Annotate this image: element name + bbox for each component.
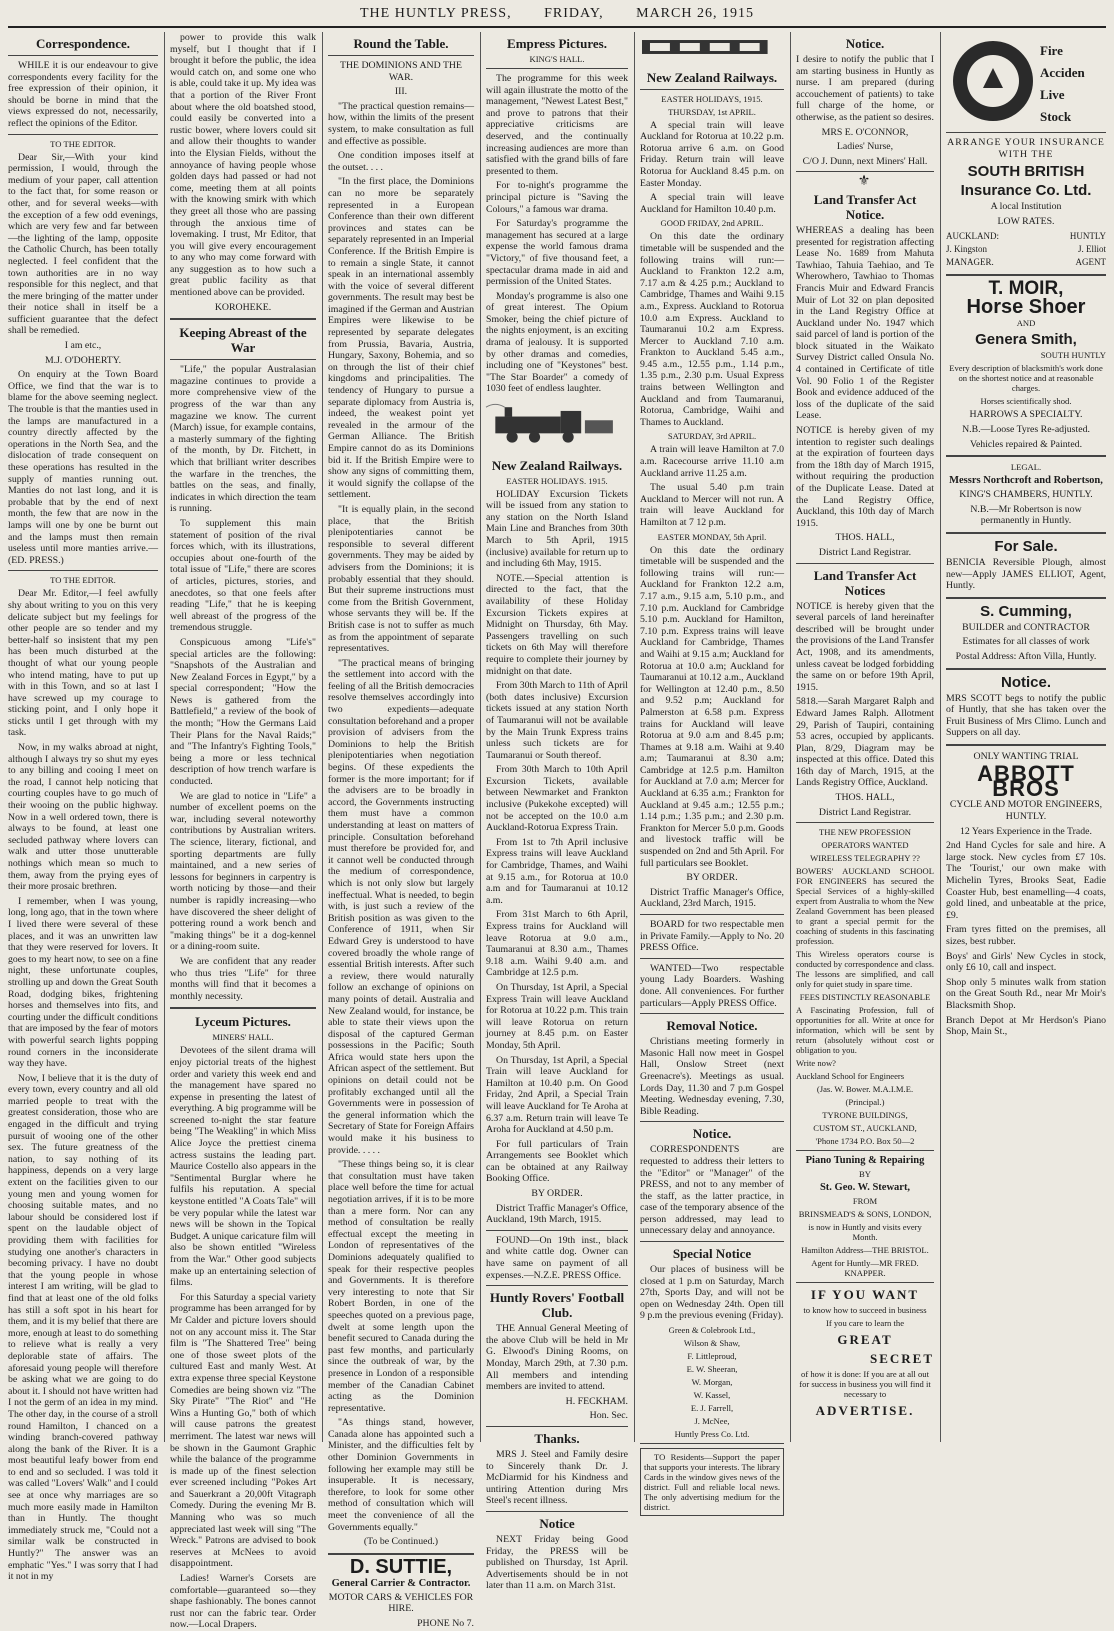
paragraph: We are glad to notice in "Life" a number of excellent poems on the war, including several noteworthy contributions by Australian writers. The science, literary, fictional, and sporting departments are fully maintained, and a new series of lessons for beginners in carpentry is worth noticing by those—and their number is rapidly increasing—who have discovered the sheer delight of pottering round a work bench and "making things" be it a dog-kennel or a dining-room suite. <box>170 790 316 953</box>
signature: M.J. O'DOHERTY. <box>44 354 122 366</box>
paragraph: Fram tyres fitted on the premises, all sizes, best rubber. <box>946 924 1106 947</box>
ad-line: If you care to learn the <box>825 1318 905 1329</box>
paragraph: Christians meeting formerly in Masonic Hall now meet in Gospel Hall, Onslow Street (next Greenacre's). Meetings as usual. Lords Day, 11.30 and 7 p.m Gospel Meeting. Wednesday evening, 7.30, Bible Reading. <box>640 1036 784 1117</box>
paragraph: For Saturday's programme the management has secured at a large expense the world famous drama "Victory," of five thousand feet, a spectacular drama made in aid and permission of the United States. <box>486 218 628 288</box>
ad-line: Horses scientifically shod. <box>980 396 1072 407</box>
firm-name: E. J. Farrell, <box>690 1403 734 1414</box>
paragraph: "Life," the popular Australasian magazine continues to provide a more comprehensive view of the progress of the war than any magazine we know. The current (March) issue, for example contains, a masterly summary of the fighting of the month, by Dr. Fitchett, in which that brilliant writer describes the warfare in the trenches, the battles on the seas, and finally, indicates in which direction the team is running. <box>170 364 316 515</box>
paragraph: Shop only 5 minutes walk from station on the Great South Rd., near Mr Moir's Blacksmith Shop. <box>946 976 1106 1011</box>
ad-line: FROM <box>852 1196 878 1207</box>
ad-line: BUILDER and CONTRACTOR <box>962 621 1090 633</box>
signature: C/O J. Dunn, next Miners' Hall. <box>802 155 928 167</box>
ad-line: TYRONE BUILDINGS, <box>822 1110 908 1121</box>
subheading: TO THE EDITOR. <box>50 138 116 149</box>
paragraph: A special train will leave Auckland for Rotorua at 10.22 p.m. Rotorua arrive 6 a.m. on Good Friday. Return train will leave Rotorua for Auckland 8.45 p.m. on Easter Monday. <box>640 119 784 189</box>
paragraph: HOLIDAY Excursion Tickets will be issued from any station to any station on the North Island Main Line and Branches from 30th March to 5th April, 1915 (inclusive) available for return up to and including 6th May, 1915. <box>486 488 628 570</box>
ad-line: Acciden <box>1040 65 1085 80</box>
paragraph: For full particulars of Train Arrangements see Booklet which can be obtained at any Railway Booking Office. <box>486 1138 628 1185</box>
paragraph: NOTE.—Special attention is directed to the fact, that the availability of these Holiday Excursion Tickets expires at Midnight on Thursday, 6th May. Passengers travelling on such tickets on 6th May will therefore require to complete their journey by midnight on that date. <box>486 572 628 677</box>
continued-note: (To be Continued.) <box>363 1536 439 1548</box>
paragraph: Now, in my walks abroad at night, although I always try so shut my eyes to any billing and cooing I meet on the road, I cannot help noticing that courting couples have to go much of their wooing on the public highway. Now in a well ordered town, there is always to be found, at least one secluded pathway where lovers can walk and utter those unutterable nothings which mean so much to them, away from the prying eyes of their more prosaic brethren. <box>8 742 158 893</box>
subheading: LEGAL. <box>1010 462 1042 473</box>
column-rule <box>480 32 481 1442</box>
paragraph: "It is equally plain, in the second place, that the British plenipotentiaries cannot be responsible to several different governments. They may be aided by advisers from the Dominions; it is probably essential that they should. But their supreme instructions must come from the British Government, whose servants they will be. If the British case is not to suffer as much as from the appointment of separate representatives. <box>328 503 474 655</box>
section-heading: Special Notice <box>672 1246 752 1262</box>
ad-line: Every description of blacksmith's work done on the shortest notice and at reasonable charges. <box>949 363 1103 394</box>
paragraph: From 1st to 7th April inclusive Express trains will leave Auckland for Cambridge, Thames, and Waihi at 9.15 a.m., for Rotorua at 10.0 a.m and for Taumaranui at 10.12 a.m. <box>486 836 628 906</box>
ad-line: Hamilton Address—THE BRISTOL. <box>801 1245 929 1256</box>
column-4 <box>486 32 628 1592</box>
locomotive-icon <box>486 402 617 446</box>
ad-line: Stock <box>1040 109 1072 124</box>
paragraph: I remember, when I was young, long, long ago, that in the town where I lived there were several of these places, and it was an unwritten law that they were reserved for lovers. It goes to my heart now, to see on a fine night, these unfortunate couples, strolling up and down the Great South Road, dodging bikes, frightening horses and themselves into fits, and courting under the difficult conditions that are imposed by the fear of motors with powerful search lights popping round corners in the inconsiderate way they have. <box>8 895 158 1070</box>
ad-title: SOUTH BRITISH <box>967 163 1085 181</box>
subheading: KING'S HALL. <box>529 54 585 64</box>
paragraph: Boys' and Girls' New Cycles in stock, only £6 10, call and inspect. <box>946 950 1106 974</box>
column-3 <box>328 32 474 1629</box>
ad-title: Genera Smith, <box>975 331 1077 349</box>
firm-name: Huntly Press Co. Ltd. <box>674 1429 750 1440</box>
ad-title: Notice. <box>1000 673 1051 691</box>
subheading: SATURDAY, 3rd APRIL. <box>667 431 757 442</box>
paragraph: Now, I believe that it is the duty of every town, every country and all old married people to treat with the greatest consideration, those who are engaged in the difficult and trying pursuit of wooing one of the other sex. The future greatness of the nation, to say nothing of its happiness, depends on a very large extent on the facilities given to our young men and young women for choosing suitable mates, and no labour should be considered lost if spent on the laudable object of providing them with facilities for studying one another's characters in becoming privacy. I have no doubt that the young people in whose interest I am writing, will be glad to find that at least one of the old folks has still a soft spot in his heart for them, and it is my belief that there are more, enough at least to do something to relieve what is really a very deplorable state of affairs. The aforesaid young people will therefore be asking what we are going to do about it. I should not have written had I not the germ of an idea in my mind. The other day, in the course of a stroll round Hamilton, I chanced on a winding branch-covered pathway along the bank of the River. It is a most beautiful leafy bower from end to end and so secluded. I was told it was called "Lovers' Walk" and I could see at once why marriages are so much more easily made in Hamilton than in Huntly. The thought immediately struck me, "Could not a similar walk be constructed in Huntly?" The answer was an emphatic "Yes." I was sorry that I had it not in my <box>8 1072 158 1583</box>
ad-line: THE NEW PROFESSION <box>819 827 911 838</box>
ad-line: FEES DISTINCTLY REASONABLE <box>799 992 931 1003</box>
paragraph: On enquiry at the Town Board Office, we find that the war is to blame for the above seeming neglect. The trouble is that the manties used in the lamps are manufactured in a country directly affected by the operations in the North Sea, and the dislocation of trade consequent on these operations has resulted in the supply of manties running out. Manties do not last long, and it is probable that by the end of next month, the few that are now in the lamps will one by one be burnt out and the lamps must then remain useless until more manties arrive.—(ED. PRESS.) <box>8 369 158 566</box>
ad-line: CUSTOM ST., AUCKLAND, <box>813 1123 917 1134</box>
paragraph: From 30th March to 11th of April (both dates inclusive) Excursion tickets issued at any station North of Taumaranui will not be available by the Main Trunk Express trains unless such tickets are for Taumaranui or South thereof. <box>486 680 628 761</box>
firm-name: Wilson & Shaw, <box>683 1338 741 1349</box>
ad-line: Vehicles repaired & Painted. <box>969 438 1083 450</box>
signature: District Land Registrar. <box>818 546 912 558</box>
ad-line: CYCLE AND MOTOR ENGINEERS, HUNTLY. <box>949 799 1103 823</box>
section-heading: Lyceum Pictures. <box>195 1014 291 1030</box>
subheading: EASTER HOLIDAYS. 1915. <box>506 475 608 486</box>
ad-title: St. Geo. W. Stewart, <box>819 1182 911 1194</box>
subheading: THURSDAY, 1st APRIL. <box>668 106 756 117</box>
paragraph: Conspicuous among "Life's" special articles are the following: "Snapshots of the Australian and New Zealand Forces in Egypt," by a special correspondent; "How the News is gathered from the Battlefield," a review of the book of the month; "How the Germans Laid Their Plans for the Naval Raids;" and "The Infantry's Fighting Tools," being a more or less technical description of how trench warfare is conducted. <box>170 636 316 788</box>
firm-name: Green & Colebrook Ltd., <box>668 1325 756 1336</box>
paragraph: The programme for this week will again illustrate the motto of the management, "Newest Latest Best," and prove to patrons that their appreciative criticisms are deserved, and the continually increasing audiences are more than satisfied with the grand bills of fare presented to them. <box>486 73 628 177</box>
signature: H. FECKHAM. <box>565 1395 628 1407</box>
ad-line: HUNTLY <box>1069 231 1106 242</box>
ad-line: ONLY WANTING TRIAL <box>973 750 1079 762</box>
column-rule <box>940 32 941 1442</box>
column-correspondence <box>8 32 158 1583</box>
column-5 <box>640 32 784 1513</box>
ad-line: MOTOR CARS & VEHICLES FOR HIRE. <box>328 1591 474 1615</box>
paragraph: FOUND—On 19th inst., black and white cattle dog. Owner can have same on payment of all expenses.—N.Z.E. PRESS Office. <box>486 1234 628 1281</box>
paragraph: For to-night's programme the principal picture is "Saving the Colours," a famous war drama. <box>486 180 628 215</box>
paragraph: CORRESPONDENTS are requested to address their letters to the "Editor" or "Manager" of the PRESS, and not to any member of the staff, as the latter practice, in case of the temporary absence of the person addressed, may lead to unnecessary delay and annoyance. <box>640 1144 784 1237</box>
ad-line: (Jas. W. Bower. M.A.I.M.E. <box>816 1084 914 1095</box>
masthead-rule <box>8 26 1106 28</box>
ad-title: Piano Tuning & Repairing <box>805 1155 925 1167</box>
ad-line: Live <box>1040 87 1065 102</box>
ad-line: Agent for Huntly—MR FRED. KNAPPER. <box>811 1258 919 1279</box>
firm-name: E. W. Sheeran, <box>686 1364 738 1375</box>
paragraph: NOTICE is hereby given of my intention to register such dealings at the expiration of fourteen days from the 18th day of March 1915, without requiring the production of the Duplicate Lease. Dated at the Land Registry Office, Auckland, this 10th day of March 1915. <box>796 425 934 529</box>
section-heading: Thanks. <box>534 1430 580 1446</box>
paragraph: A Fascinating Profession, full of opportunities for all. Write at once for information, which will be sent by return (absolutely without cost or obligation to you. <box>796 1005 934 1056</box>
ad-title: S. Cumming, <box>980 602 1072 620</box>
paragraph: BENICIA Reversible Plough, almost new—Apply JAMES ELLIOT, Agent, Huntly. <box>946 556 1106 592</box>
ad-line: (Principal.) <box>845 1097 885 1108</box>
ad-line: 'Phone 1734 P.O. Box 50—2 <box>815 1136 915 1147</box>
paragraph: Our places of business will be closed at 1 p.m on Saturday, March 27th, Sports Day, and will not be open on Wednesday 24th. Open till 9 p.m the previous evening (Friday). <box>640 1264 784 1322</box>
ad-title: For Sale. <box>994 537 1058 555</box>
paragraph: NEXT Friday being Good Friday, the PRESS will be published on Thursday, 1st April. Advertisements should be in not later than 11 a.m. on March 31st. <box>486 1533 628 1592</box>
paragraph: WANTED—Two respectable young Lady Boarders. Washing done. All conveniences. For further particulars—Apply PRESS Office. <box>640 962 784 1009</box>
firm-name: W. Kassel, <box>693 1390 731 1401</box>
ad-phone: PHONE No 7. <box>417 1618 474 1629</box>
subheading: TO THE EDITOR. <box>50 575 116 586</box>
paragraph: power to provide this walk myself, but I thought that if I brought it before the public, the idea would catch on, and some one who is able, could take it up. My idea was that a portion of the River Front about where the old boatshed stood, could easily be converted into a rustic bower, where lovers could sit and allow their thoughts to wander into the Elysian Fields, without the annoyance of having people whose golden days had passed or had not come, meeting them at all points with the knowing smirk with which they greet all those who are passing through the anxious time of lovemaking. I trust, Mr Editor, that you will give every encouragement to any who may come forward with any suggestion as to how such a great public facility as that mentioned above can be provided. <box>170 32 316 299</box>
paragraph: A train will leave Hamilton at 7.0 a.m. Racecourse arrive 11.10 a.m Auckland arrive 11.25 a.m. <box>640 444 784 479</box>
section-heading: Notice. <box>692 1126 732 1142</box>
ad-title: Insurance Co. Ltd. <box>960 182 1092 200</box>
paragraph: "As things stand, however, Canada alone has appointed such a Minister, and the difficulties felt by other Dominion Governments in following her example may still be insuperable. It is necessary, therefore, to look for some other method of consultation which will meet the convenience of all the Governments equally." <box>328 1417 474 1533</box>
ad-title: ADVERTISE. <box>815 1403 915 1419</box>
ad-line: N.B.—Loose Tyres Re-adjusted. <box>962 423 1090 435</box>
ad-title: GREAT <box>837 1332 893 1348</box>
paragraph: MRS SCOTT begs to notify the public of Huntly, that she has taken over the Fruit Business of Mrs Climo. Lunch and Suppers on all day. <box>946 692 1106 739</box>
subheading: EASTER HOLIDAYS, 1915. <box>661 93 763 104</box>
firm-list <box>640 1325 784 1439</box>
paragraph: 2nd Hand Cycles for sale and hire. A large stock. New cycles from £7 10s. The 'Tourist,' our own make with Michelin Tyres, Brooks Seat, Eadie Coaster Hub, best enamelling—4 coats, gold lined, and unbeatable at the price, £9. <box>946 840 1106 921</box>
section-heading: Correspondence. <box>35 36 130 51</box>
paragraph: Ladies! Warner's Corsets are comfortable—guaranteed so—they shape fashionably. The bones cannot rust nor can the fabric tear. Order now.—Local Drapers. <box>170 1573 316 1631</box>
ad-line: J. Elliot <box>1077 244 1106 255</box>
paragraph: THE Annual General Meeting of the above Club will be held in Mr G. Elwood's Dining Rooms, on Monday, March 29th, at 7.30 p.m. All members and intending members are invited to attend. <box>486 1323 628 1393</box>
paragraph: Dear Mr. Editor,—I feel awfully shy about writing to you on this very delicate subject but my feelings for other people are so tender and my better-half so insistent that my pen has been much disturbed at the thought of what our young people who intend mating, have to put up with in this Town, and so at last I have screwed up my courage to sticking point, and I only hope it sticks until I get through with my task. <box>8 588 158 739</box>
signature: District Land Registrar. <box>818 806 912 818</box>
subheading: THE DOMINIONS AND THE WAR. <box>339 60 462 83</box>
paragraph: BOWERS' AUCKLAND SCHOOL FOR ENGINEERS has secured the Special Services of a highly-skilled expert from Australia to whom the New Zealand Government has been pleased to grant a special permit for the coaching of students in this fascinating profession. <box>796 866 934 947</box>
column-rule <box>634 32 635 1442</box>
paragraph: To supplement this main statement of position of the rival forces which, with its illustrations, occupies about one-fourth of the total issue of "Life," there are scores of articles, pictures, stories, and anecdotes, so that one feels after reading "Life," that he is keeping well abreast of the progress of the tremendous struggle. <box>170 517 316 634</box>
ad-line: KING'S CHAMBERS, HUNTLY. <box>959 489 1093 501</box>
paragraph: We are confident that any reader who thus tries "Life" for three months will find that it becomes a monthly necessity. <box>170 955 316 1002</box>
paragraph: Dear Sir,—With your kind permission, I would, through the medium of your paper, call attention to the fact that, for some reason or other, and for several weeks—with the exception of a few odd evenings, which are very few and far between—the lighting of the lamp, opposite the Catholic Church, has been totally neglected. I feel confident that the town authorities are in no way responsible for this neglect, and that the mere bringing of the matter under their notice shall in itself be a sufficient guarantee that the defect shall be remedied. <box>8 151 158 337</box>
ad-line: J. Kingston <box>946 244 988 255</box>
section-heading: Huntly Rovers' Football Club. <box>489 1290 625 1321</box>
section-heading: Land Transfer Act Notice. <box>813 191 917 222</box>
ad-title: Horse Shoer <box>966 296 1086 319</box>
signature: BY ORDER. <box>686 872 738 884</box>
paragraph: A special train will leave Auckland for Hamilton 10.40 p.m. <box>640 192 784 215</box>
signature: BY ORDER. <box>531 1188 583 1200</box>
ad-line: BY <box>859 1169 871 1180</box>
ad-line: Fire <box>1040 43 1063 58</box>
section-heading: Round the Table. <box>353 36 449 51</box>
section-heading: Removal Notice. <box>666 1018 758 1034</box>
section-heading: New Zealand Railways. <box>491 457 623 473</box>
paragraph: On Thursday, 1st April, a Special Express Train will leave Auckland for Rotorua at 10.22 p.m. This train will leave Rotorua on return journey at 8.45 p.m. on Easter Monday, 5th April. <box>486 981 628 1051</box>
paragraph: District Traffic Manager's Office, Auckland, 23rd March, 1915. <box>640 886 784 910</box>
column-6 <box>796 32 934 1442</box>
ad-line: to know how to succeed in business <box>803 1305 927 1316</box>
ad-line: MANAGER. <box>946 257 994 268</box>
paragraph: On this date the ordinary timetable will be suspended and the following trains will run:—Auckland for Frankton 12.2 a.m, 7.17 a.m., 9.15 a.m, 5.10 p.m., and 7.10 p.m. Auckland for Cambridge 5.10 p.m. Auckland for Hamilton, 7.10 p.m. Express trains will leave Auckland for Cambridge, Thames and Waihi at 9.15 a.m; Auckland for Rotorua at 10.0 a.m; Auckland for Taumaranui at 10.12 a.m., Auckland for Wellington at 12.40 p.m., 8.50 and 9.52 p.m; Auckland for Palmerston at 6.58 p.m. Express trains for Auckland will leave Rotorua at 9.0 a.m and 8.45 p.m; Thames at 9.18 a.m. Waihi at 9.40 a.m; Taumaranui at 8.30 a.m; Cambridge at 12.5 p.m. Hamilton for Auckland at 7.0 a.m; Mercer for Auckland at 6.35 a.m.; Frankton for Auckland at 9.45 a.m.; 12.55 p.m.; 1.14 p.m.; 1.35 p.m.; and 2.30 p.m. Frankton for Mercer 5.0 p.m. Goods and livestock traffic will be suspended on 2nd and 5th April. For full particulars see Booklet. <box>640 544 784 869</box>
ad-line: Auckland School for Engineers <box>796 1071 905 1082</box>
issue-day: FRIDAY, <box>544 6 604 21</box>
subheading: MINERS' HALL. <box>212 1032 274 1043</box>
paragraph: On this date the ordinary timetable will be suspended and the following trains will run:—Auckland to Frankton 12.2 a.m, 7.17 a.m & 4.25 p.m.; Auckland to Cambridge, Thames and Waihi 9.15 a.m., Express. Auckland to Rotorua 10.0 a.m Express. Auckland to Taumaranui 10.2 a.m Express. Mercer to Auckland 7.10 a.m. Frankton to Auckland 5.45 a.m., 9.45 a.m., 12.55 p.m., 1.14 p.m., 1.35 p.m., 2.30 p.m. Usual Express trains between Wellington and Auckland and from Taumaranui, Rotorua, Cambridge, Waihi and Thames to Auckland. <box>640 231 784 428</box>
ad-line: A local Institution <box>990 201 1062 213</box>
ad-line: AUCKLAND: <box>946 231 999 242</box>
paragraph: "In the first place, the Dominions can no more be separately represented in a European Conference than their own different provinces and states can be separately represented in an Imperial Conference. If the British Empire is to remain a single State, it cannot speak in an international assembly with the voice of several different governments. The result may best be imagined if the German and Austrian Empires were likewise to be represented by separate delegates from Prussia, Bavaria, Austria, Hungary, Saxony, Bohemia, and so on through the list of their chief kingdoms and principalities. The tendency of Hungary to pursue a separate diplomacy from Austria is, indeed, the weakest point yet revealed in the armour of the German Alliance. The British Empire cannot do as its Dominions bid it. If the British Empire were to show any signs of committing them, it would signify the collapse of the settlement. <box>328 176 474 501</box>
paragraph: MRS J. Steel and Family desire to Sincerely thank Dr. J. McDiarmid for his Kindness and untiring Attention during Mrs Steel's recent illness. <box>486 1448 628 1507</box>
column-2 <box>170 32 316 1631</box>
signature: Hon. Sec. <box>589 1410 628 1422</box>
masthead <box>0 6 1114 22</box>
section-heading: Notice <box>539 1515 575 1531</box>
ad-line: LOW RATES. <box>997 215 1055 227</box>
ad-line: WIRELESS TELEGRAPHY ?? <box>810 853 920 864</box>
insurance-seal-icon <box>950 38 1036 124</box>
ad-line: 12 Years Experience in the Trade. <box>960 825 1092 837</box>
paragraph: From 31st March to 6th April, Express trains for Auckland will leave Rotorua at 9.0 a.m., Taumaranui at 8.30 a.m., Thames 9.18 a.m. Waihi 9.40 a.m. and Cambridge at 12.5 p.m. <box>486 909 628 979</box>
insurance-ad-header <box>946 32 1106 128</box>
signature: KOROHEKE. <box>214 301 272 313</box>
coat-of-arms-icon: ⚜ <box>857 174 873 190</box>
issue-date: MARCH 26, 1915 <box>636 6 754 21</box>
column-7 <box>946 32 1106 1442</box>
column-rule <box>322 32 323 1442</box>
paragraph: Monday's programme is also one of great interest. The Opium Smoker, being the chief picture of the nights enjoyment, is an exciting drama of jealousy. It is supported by other dramas and comedies, including one of "Keystones" best. "The Star Boarder" a comedy of 1030 feet of endless laughter. <box>486 290 628 395</box>
paragraph: BOARD for two respectable men in Private Family.—Apply to No. 20 PRESS Office. <box>640 919 784 954</box>
paragraph: On Thursday, 1st April, a Special Train will leave Auckland for Hamilton at 10.40 p.m. On Good Friday, 2nd April, a Special Train will leave Auckland for Te Aroha at 6.37 a.m. Return train will leave Te Aroha for Auckland at 4.50 p.m. <box>486 1054 628 1136</box>
ad-line: AGENT <box>1075 257 1106 268</box>
subheading: GOOD FRIDAY, 2nd APRIL. <box>660 218 764 229</box>
subheading: III. <box>394 86 408 98</box>
paper-name: THE HUNTLY PRESS, <box>360 6 512 21</box>
paragraph: District Traffic Manager's Office, Auckland, 19th March, 1915. <box>486 1202 628 1226</box>
ad-line: SOUTH HUNTLY <box>1040 350 1106 361</box>
ad-line: ARRANGE YOUR INSURANCE WITH THE <box>947 137 1105 160</box>
signature: MRS E. O'CONNOR, <box>821 126 909 138</box>
paragraph: TO Residents—Support the paper that supports your interests. The library Cards in the window gives news of the district. Full and reliable local news. The only advertising medium for the district. <box>640 1448 784 1516</box>
ad-line: Write now? <box>796 1058 836 1069</box>
ad-subtitle: General Carrier & Contractor. <box>331 1577 471 1589</box>
paragraph: The usual 5.40 p.m train Auckland to Mercer will not run. A train will leave Auckland for Hamilton at 7 12 p.m. <box>640 482 784 528</box>
subheading: EASTER MONDAY, 5th April. <box>657 531 767 542</box>
paragraph: "The practical means of bringing the settlement into accord with the feeling of all the British democracies resolve themselves accordingly into two expedients—adequate consultation beforehand and a proper provision of advisers from the Dominions to help the British plenipotentiaries when negotiation begins. Of these expedients the former is the more important; for if the advisers are to be broadly in accord, the Governments instructing them must have a common understanding at least on matters of principle. Consultation beforehand must therefore be provided for, and it cannot well be conducted through the medium of correspondence, which is not only slow but largely ineffectual. What is needed, to begin with, is just such a review of the British position as was given to the Conference of 1911, when Sir Edward Grey is understood to have covered broadly the whole range of essential British interests. After such a review, there would naturally follow an exchange of opinions on many points of detail. Australia and New Zealand would, for instance, be able to state their views upon the disposal of the captured German possessions in the Pacific; South Africa would state hers upon the African aspect of the settlement. But opinions on detail could not be profitably exchanged until all the Governments were in possession of the general information which the Secretary of State for Foreign Affairs would make it his business to provide. . . . . <box>328 657 474 1156</box>
column-rule <box>164 32 165 1442</box>
section-heading: Land Transfer Act Notices <box>813 567 917 598</box>
paragraph: Devotees of the silent drama will enjoy pictorial treats of the highest order and variety this week end and the management have spared no expense in presenting the latest of everything. A big programme will be screened to-night the star feature being "The Weakling" in which Miss Alice Joyce the prettiest cinema actress sustains the leading part. Maurice Costello also appears in the "Sentimental Burglar where he fulfils his reputation. A special keystone entitled "A Coats Tale" will be very popular while the latest war news will be shown in the Topical Budget. A unique caricature film will also be shown entitled "Wireless from the War." Other good subjects make up an entertaining selection of films. <box>170 1045 316 1289</box>
agents-block <box>946 230 1106 269</box>
section-heading: Empress Pictures. <box>507 36 607 51</box>
ad-line: BRINSMEAD'S & SONS, LONDON, <box>798 1209 932 1220</box>
ad-line: Estimates for all classes of work <box>962 636 1090 648</box>
ad-line: AND <box>1016 318 1036 329</box>
paragraph: I desire to notify the public that I am starting business in Huntly as nurse. I am prepared (during accouchement of patients) to take full charge of the home, or otherwise, as the patient so desires. <box>796 54 934 123</box>
paragraph: WHILE it is our endeavour to give correspondents every facility for the free expression of their opinion, it should be borne in mind that the views expressed do not, necessarily, reflect the opinions of the Editor. <box>8 60 158 129</box>
paragraph: This Wireless operators course is conducted by correspondence and class. The lessons are simplified, and call only for quiet study in spare time. <box>796 949 934 990</box>
section-heading: New Zealand Railways. <box>646 69 778 85</box>
paragraph: 5818.—Sarah Margaret Ralph and Edward James Ralph. Allotment 29, Parish of Taupiri, containing 53 acres, occupied by applicants. Plan, 8/29, Diagram may be inspected at this office. Dated this 16th day of March, 1915, at the Lands Registry Office, Auckland. <box>796 696 934 789</box>
ad-line: N.B.—Mr Robertson is now permanently in Huntly. <box>970 503 1082 527</box>
column-rule <box>790 32 791 1442</box>
paragraph: Branch Depot at Mr Herdson's Piano Shop, Main St., <box>946 1014 1106 1038</box>
ad-line: Postal Address: Afton Villa, Huntly. <box>955 650 1097 662</box>
firm-name: F. Littleproud, <box>687 1351 737 1362</box>
signature: I am etc., <box>64 340 102 352</box>
paragraph: NOTICE is hereby given that the several parcels of land hereinafter described will be brought under the provisions of the Land Transfer Act, 1908, and its amendments, unless caveat be lodged forbidding the same on or before 19th April, 1915. <box>796 600 934 693</box>
ad-title: D. SUTTIE, <box>349 1555 453 1578</box>
firm-name: W. Morgan, <box>691 1377 733 1388</box>
paragraph: WHEREAS a dealing has been presented for registration affecting Lease No. 1689 from Mahuta Tawhiao, Tahuia Taehiao, and Te Wherowhero, Tawhiao to Thomas Francis Muir and Edward Francis Muir of Lot 32 on plan deposited in the Land Registry Office at Auckland under No. 1947 which said parcel of land is portion of the block situated in the Waikato Survey District called Onsula No. 4 contained in Certificate of title Vol. 90 Folio 1 of the Register Book and evidence adduced of the loss of the duplicate of the said Lease. <box>796 224 934 422</box>
paragraph: "These things being so, it is clear that consultation must have taken place well before the time for actual negotiation arrives, if it is to be more than a mere form. Nor can any method of consultation be really effectual except the meeting in London of representatives of the Dominions adequately qualified to speak for their respective peoples and Governments. It is therefore very interesting to note that Sir Robert Borden, in one of the speeches quoted on a previous page, dwelt at some length upon the benefit secured to Canada during the past few months, and particularly since the outbreak of war, by the presence in London of a responsible member of the Canadian Cabinet acting as the Dominion representative. <box>328 1159 474 1414</box>
signature: THOS. HALL, <box>835 532 895 544</box>
signature: THOS. HALL, <box>835 792 895 804</box>
ad-line: is now in Huntly and visits every Month. <box>808 1222 922 1243</box>
ad-title: T. MOIR, <box>988 278 1064 300</box>
ad-title: SECRET <box>869 1351 934 1367</box>
section-heading: Notice. <box>845 36 885 51</box>
ad-line: OPERATORS WANTED <box>821 840 909 851</box>
signature: Ladies' Nurse, <box>836 141 894 153</box>
ad-line: HARROWS A SPECIALTY. <box>969 409 1083 421</box>
paragraph: "The practical question remains—how, within the limits of the present system, to make consultation as full and effective as possible. <box>328 100 474 147</box>
ad-title: Messrs Northcroft and Robertson, <box>949 475 1103 487</box>
section-heading: Keeping Abreast of the War <box>179 325 307 356</box>
railway-emblem-icon <box>640 36 770 58</box>
paragraph: From 30th March to 10th April Excursion Tickets, available between Newmarket and Frankton inclusive (Pukekohe excepted) will not be accepted on the 10.0 a.m Auckland-Rotorua Express Train. <box>486 764 628 834</box>
ad-title: ABBOTT BROS <box>977 761 1075 802</box>
ad-title: IF YOU WANT <box>810 1287 920 1303</box>
paragraph: For this Saturday a special variety programme has been arranged for by Mr Calder and picture lovers should not on any account miss it. The Star film is "The Shattered Tree" being one of those sweet plots of the cultured East and manly West. At extra expense three special Keystone Comedies are being shown viz "The Sky Pirate" "The Riot" and "He Wins a Hunting Go," both of which will cause patrons the greatest merriment. The latest war news will be shown in the Gaumont Graphic while the balance of the programme is made up of the finest selection ever screened including "Pokes Art and Sauerkrant a 20,00ft Vitagraph Comedy. During the evening Mr B. Manning who was so much appreciated last week will sing "The Wreck." Patrons are advised to book reserves at McNees to avoid disappointment. <box>170 1291 316 1570</box>
firm-name: J. McNee, <box>694 1416 730 1427</box>
ad-line: of how it is done: If you are at all out for success in business you will find it necessary to <box>799 1369 931 1400</box>
paragraph: One condition imposes itself at the outset. . . . <box>328 150 474 173</box>
